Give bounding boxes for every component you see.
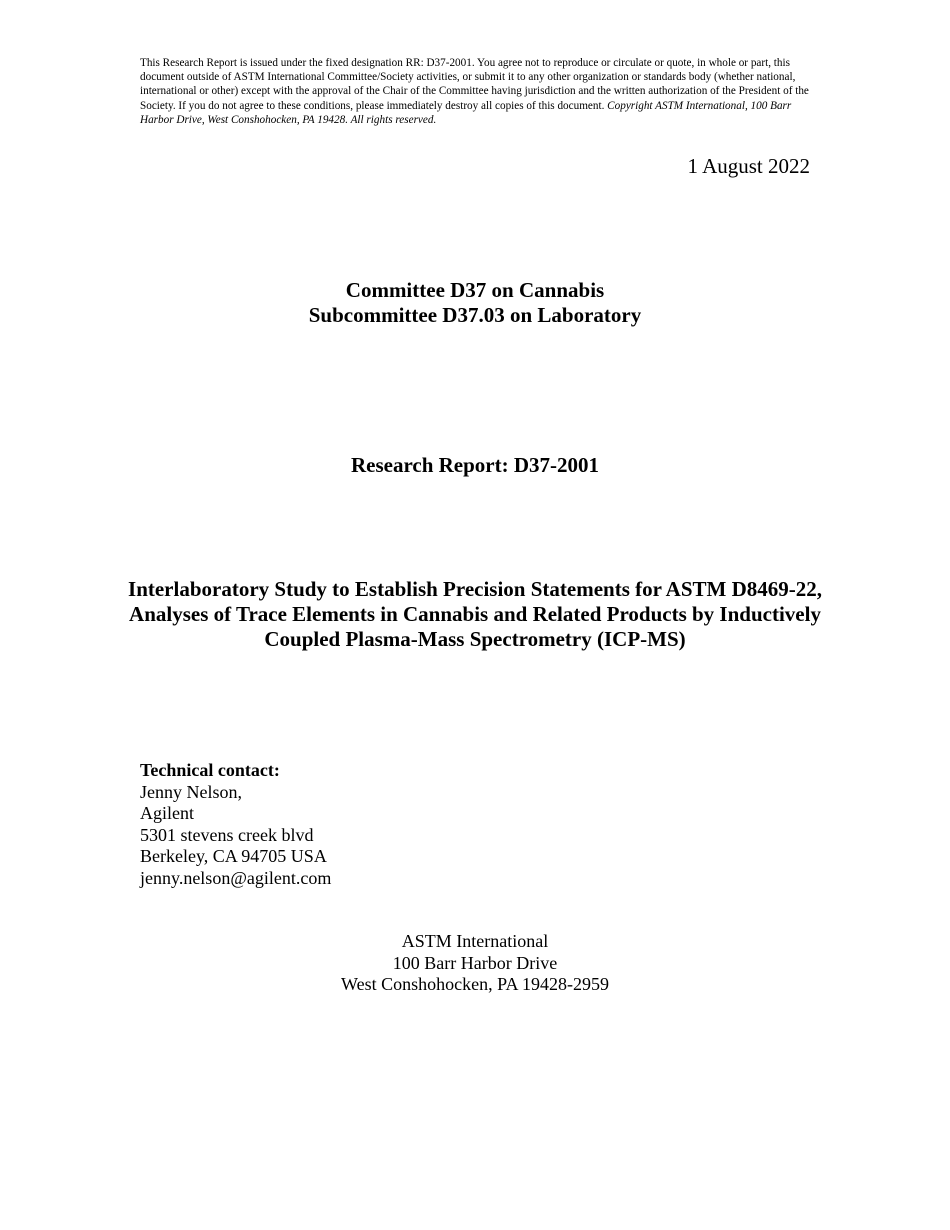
contact-organization: Agilent xyxy=(140,803,194,823)
contact-city: Berkeley, CA 94705 USA xyxy=(140,846,327,866)
contact-heading: Technical contact: xyxy=(140,760,280,780)
technical-contact xyxy=(140,760,331,889)
subcommittee-name: Subcommittee D37.03 on Laboratory xyxy=(308,303,642,327)
report-number: Research Report: D37-2001 xyxy=(350,453,600,477)
astm-name: ASTM International xyxy=(401,931,549,951)
astm-street: 100 Barr Harbor Drive xyxy=(392,952,558,973)
copyright-notice: Copyright ASTM International, 100 Barr Harbor Drive, West Conshohocken, PA 19428. All rights reserved. xyxy=(140,99,792,126)
report-date: 1 August 2022 xyxy=(687,154,810,178)
study-title: Interlaboratory Study to Establish Precision Statements for ASTM D8469-22, Analyses of Trace Elements in Cannabis and Related Products by Inductively Coupled Plasma-Mass Spectrometry (ICP-MS) xyxy=(128,577,822,651)
notice-text: This Research Report is issued under the fixed designation RR: D37-2001. You agree not to reproduce or circulate or quote, in whole or part, this document outside of ASTM International Committee/Society activities, or submit it to any other organization or standards body (whether national, international or other) except with the approval of the Chair of the Committee having jurisdiction and the written authorization of the President of the Society. If you do not agree to these conditions, please immediately destroy all copies of this document. xyxy=(140,57,809,112)
committee-name: Committee D37 on Cannabis xyxy=(345,278,605,302)
contact-name: Jenny Nelson, xyxy=(140,781,242,802)
contact-email: jenny.nelson@agilent.com xyxy=(140,867,332,888)
contact-street: 5301 stevens creek blvd xyxy=(140,824,314,845)
distribution-notice xyxy=(140,56,812,127)
astm-address xyxy=(0,931,950,996)
committee-heading xyxy=(0,278,950,328)
astm-city: West Conshohocken, PA 19428-2959 xyxy=(341,974,609,994)
